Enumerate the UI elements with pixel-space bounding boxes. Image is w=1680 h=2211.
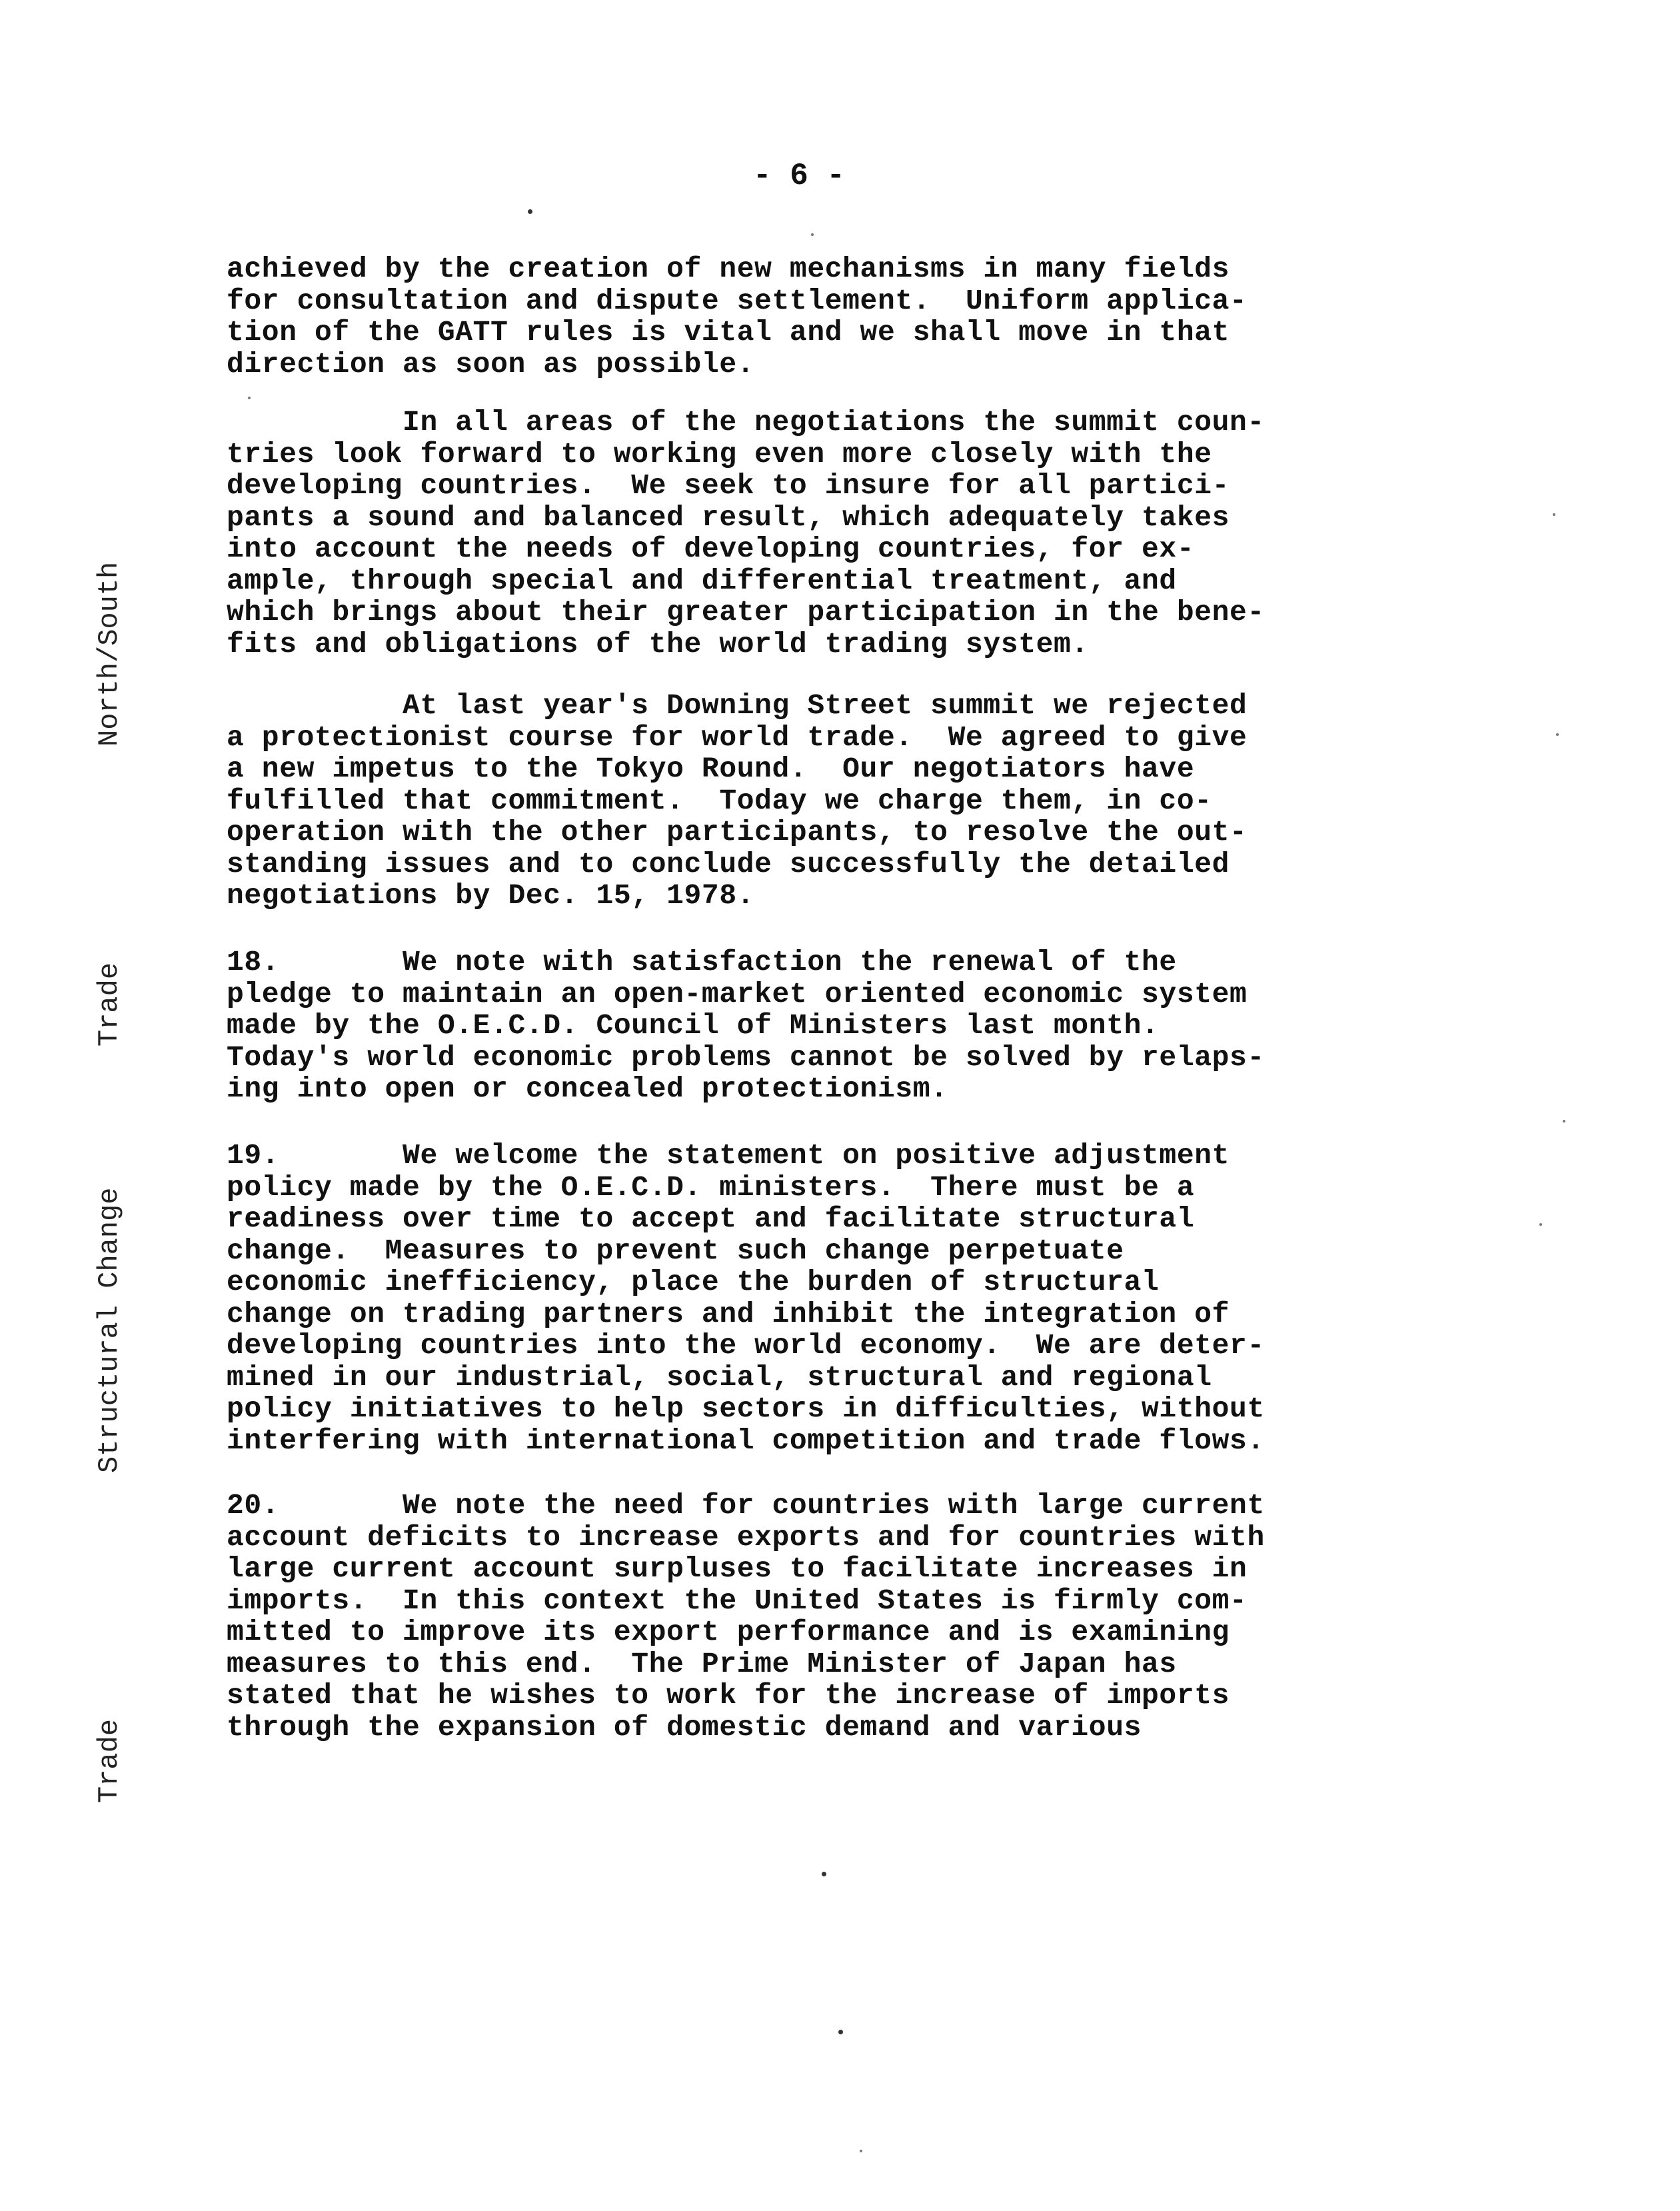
text-line: a new impetus to the Tokyo Round. Our negotiators have bbox=[227, 753, 1195, 785]
text-line: 19. We welcome the statement on positive adjustment bbox=[227, 1139, 1230, 1172]
paragraph-continuation bbox=[227, 253, 1399, 380]
scan-speck bbox=[822, 1872, 826, 1876]
text-line: fulfilled that commitment. Today we charge them, in co- bbox=[227, 784, 1212, 817]
text-line: stated that he wishes to work for the increase of imports bbox=[227, 1679, 1230, 1712]
text-line: pledge to maintain an open-market oriented economic system bbox=[227, 977, 1248, 1011]
scan-speck bbox=[1539, 1223, 1542, 1226]
margin-note-north-south: North/South bbox=[93, 561, 125, 747]
text-line: mitted to improve its export performance and is examining bbox=[227, 1616, 1230, 1648]
text-line: 18. We note with satisfaction the renewal of the bbox=[227, 946, 1177, 979]
text-line: interfering with international competition and trade flows. bbox=[227, 1424, 1265, 1457]
margin-note-trade-2: Trade bbox=[93, 1718, 125, 1803]
text-line: readiness over time to accept and facilitate structural bbox=[227, 1202, 1195, 1235]
text-line: operation with the other participants, to resolve the out- bbox=[227, 816, 1248, 849]
scan-speck bbox=[1556, 733, 1559, 736]
text-line: ing into open or concealed protectionism. bbox=[227, 1073, 948, 1105]
text-line: which brings about their greater participation in the bene- bbox=[227, 596, 1265, 629]
margin-note-trade: Trade bbox=[93, 962, 125, 1047]
text-line: mined in our industrial, social, structural and regional bbox=[227, 1360, 1212, 1394]
scan-speck bbox=[1563, 1120, 1565, 1122]
text-line: standing issues and to conclude successfully the detailed bbox=[227, 847, 1230, 881]
text-line: tion of the GATT rules is vital and we shall move in that bbox=[227, 316, 1230, 349]
text-line: policy initiatives to help sectors in difficulties, without bbox=[227, 1392, 1265, 1425]
text-line: developing countries into the world economy. We are deter- bbox=[227, 1329, 1265, 1362]
scan-speck bbox=[248, 397, 251, 399]
text-line: made by the O.E.C.D. Council of Ministers last month. bbox=[227, 1009, 1160, 1042]
scan-speck bbox=[528, 209, 532, 214]
text-line: ample, through special and differential treatment, and bbox=[227, 564, 1177, 597]
text-line: for consultation and dispute settlement. Uniform applica- bbox=[227, 284, 1248, 317]
text-line: policy made by the O.E.C.D. ministers. There must be a bbox=[227, 1170, 1195, 1204]
text-line: change. Measures to prevent such change perpetuate bbox=[227, 1234, 1124, 1267]
text-line: large current account surpluses to facilitate increases in bbox=[227, 1552, 1248, 1585]
page-number: - 6 - bbox=[753, 159, 846, 193]
scan-speck bbox=[838, 2030, 843, 2034]
text-line: In all areas of the negotiations the summit coun- bbox=[227, 406, 1265, 439]
text-line: developing countries. We seek to insure for all partici- bbox=[227, 469, 1230, 502]
margin-note-structural-change: Structural Change bbox=[93, 1187, 125, 1473]
text-line: through the expansion of domestic demand and various bbox=[227, 1710, 1142, 1744]
paragraph-developing-countries bbox=[227, 407, 1399, 660]
text-line: Today's world economic problems cannot be solved by relaps- bbox=[227, 1041, 1265, 1074]
scan-speck bbox=[811, 233, 814, 236]
text-line: economic inefficiency, place the burden of structural bbox=[227, 1266, 1160, 1298]
paragraph-20 bbox=[227, 1490, 1399, 1743]
scan-speck bbox=[860, 2150, 862, 2152]
text-line: negotiations by Dec. 15, 1978. bbox=[227, 879, 755, 912]
paragraph-downing-street bbox=[227, 690, 1399, 912]
text-line: pants a sound and balanced result, which adequately takes bbox=[227, 501, 1230, 534]
paragraph-19 bbox=[227, 1140, 1399, 1456]
text-line: a protectionist course for world trade. We agreed to give bbox=[227, 721, 1248, 754]
scan-speck bbox=[1553, 513, 1555, 516]
text-line: fits and obligations of the world trading system. bbox=[227, 627, 1089, 661]
text-line: tries look forward to working even more closely with the bbox=[227, 437, 1212, 471]
text-line: measures to this end. The Prime Minister of Japan has bbox=[227, 1647, 1177, 1680]
text-line: change on trading partners and inhibit the integration of bbox=[227, 1297, 1230, 1330]
text-line: direction as soon as possible. bbox=[227, 347, 755, 381]
text-line: 20. We note the need for countries with large current bbox=[227, 1489, 1265, 1522]
paragraph-18 bbox=[227, 947, 1399, 1105]
text-line: into account the needs of developing countries, for ex- bbox=[227, 533, 1195, 565]
text-line: achieved by the creation of new mechanisms in many fields bbox=[227, 253, 1230, 285]
text-line: imports. In this context the United States is firmly com- bbox=[227, 1584, 1248, 1617]
text-line: account deficits to increase exports and for countries with bbox=[227, 1520, 1265, 1554]
text-line: At last year's Downing Street summit we rejected bbox=[227, 689, 1248, 722]
